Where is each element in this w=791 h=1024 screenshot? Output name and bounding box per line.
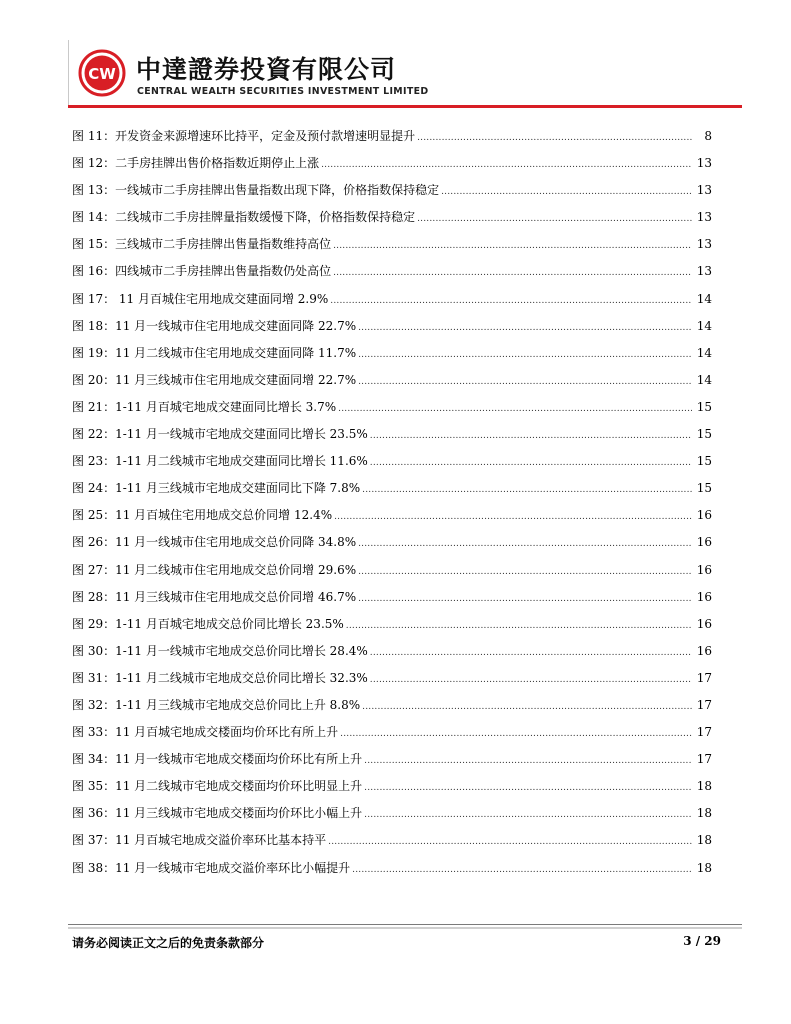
company-name-en: CENTRAL WEALTH SECURITIES INVESTMENT LIMITED xyxy=(137,86,429,97)
toc-entry[interactable] xyxy=(72,502,712,529)
toc-dot-leader xyxy=(358,557,692,586)
toc-entry-page: 13 xyxy=(696,237,712,252)
toc-entry[interactable] xyxy=(72,773,712,800)
toc-dot-leader xyxy=(364,746,692,775)
toc-entry-label: 图 15：三线城市二手房挂牌出售量指数维持高位 xyxy=(72,237,332,252)
header-rule xyxy=(68,105,742,108)
toc-entry-label: 图 34：11 月一线城市宅地成交楼面均价环比有所上升 xyxy=(72,752,363,767)
toc-dot-leader xyxy=(338,394,692,423)
toc-entry-label: 图 35：11 月二线城市宅地成交楼面均价环比明显上升 xyxy=(72,779,363,794)
toc-entry-label: 图 18：11 月一线城市住宅用地成交建面同降 22.7% xyxy=(72,318,357,333)
toc-dot-leader xyxy=(358,340,692,369)
toc-entry-label: 图 14：二线城市二手房挂牌量指数缓慢下降，价格指数保持稳定 xyxy=(72,210,416,225)
footer-rule-secondary xyxy=(68,927,742,929)
toc-entry-page: 15 xyxy=(696,481,712,496)
toc-entry-label: 图 16：四线城市二手房挂牌出售量指数仍处高位 xyxy=(72,264,332,279)
toc-entry[interactable] xyxy=(72,123,712,150)
toc-entry[interactable] xyxy=(72,258,712,285)
toc-entry-page: 17 xyxy=(696,697,712,712)
logo-mark-text: CW xyxy=(88,65,116,83)
toc-entry[interactable] xyxy=(72,692,712,719)
toc-dot-leader xyxy=(358,529,692,558)
toc-entry-label: 图 22：1-11 月一线城市宅地成交建面同比增长 23.5% xyxy=(72,427,368,442)
toc-entry[interactable] xyxy=(72,719,712,746)
toc-entry-page: 16 xyxy=(696,562,712,577)
toc-entry-page: 14 xyxy=(696,345,712,360)
toc-entry-page: 14 xyxy=(696,318,712,333)
toc-entry[interactable] xyxy=(72,827,712,854)
toc-entry-page: 13 xyxy=(696,264,712,279)
toc-entry-page: 16 xyxy=(696,535,712,550)
toc-entry-page: 16 xyxy=(696,616,712,631)
toc-dot-leader xyxy=(362,692,692,721)
header-divider xyxy=(68,40,69,108)
toc-entry-page: 16 xyxy=(696,508,712,523)
toc-entry-page: 17 xyxy=(696,725,712,740)
toc-entry-label: 图 29：1-11 月百城宅地成交总价同比增长 23.5% xyxy=(72,616,344,631)
toc-entry[interactable] xyxy=(72,475,712,502)
toc-entry-label: 图 38：11 月一线城市宅地成交溢价率环比小幅提升 xyxy=(72,860,351,875)
toc-dot-leader xyxy=(370,448,692,477)
company-logo-icon xyxy=(78,49,126,97)
toc-entry-page: 16 xyxy=(696,589,712,604)
toc-entry[interactable] xyxy=(72,855,712,882)
toc-entry[interactable] xyxy=(72,611,712,638)
toc-dot-leader xyxy=(417,123,692,152)
toc-dot-leader xyxy=(352,855,692,884)
toc-dot-leader xyxy=(334,502,692,531)
toc-entry-label: 图 32：1-11 月三线城市宅地成交总价同比上升 8.8% xyxy=(72,697,361,712)
toc-dot-leader xyxy=(370,665,692,694)
toc-dot-leader xyxy=(330,286,692,315)
toc-entry-page: 17 xyxy=(696,752,712,767)
toc-entry-page: 14 xyxy=(696,372,712,387)
toc-entry[interactable] xyxy=(72,313,712,340)
toc-entry-page: 16 xyxy=(696,643,712,658)
toc-entry-label: 图 19：11 月二线城市住宅用地成交建面同降 11.7% xyxy=(72,345,357,360)
toc-entry[interactable] xyxy=(72,800,712,827)
toc-entry-page: 13 xyxy=(696,183,712,198)
figure-list xyxy=(72,123,712,882)
toc-dot-leader xyxy=(340,719,692,748)
toc-entry[interactable] xyxy=(72,150,712,177)
toc-entry-label: 图 20：11 月三线城市住宅用地成交建面同增 22.7% xyxy=(72,372,357,387)
toc-dot-leader xyxy=(362,475,692,504)
toc-entry[interactable] xyxy=(72,231,712,258)
toc-entry-page: 13 xyxy=(696,210,712,225)
toc-entry-page: 18 xyxy=(696,833,712,848)
toc-entry-page: 18 xyxy=(696,806,712,821)
toc-dot-leader xyxy=(364,800,692,829)
toc-entry-label: 图 11：开发资金来源增速环比持平，定金及预付款增速明显提升 xyxy=(72,129,416,143)
toc-entry-label: 图 27：11 月二线城市住宅用地成交总价同增 29.6% xyxy=(72,562,357,577)
toc-entry[interactable] xyxy=(72,638,712,665)
toc-dot-leader xyxy=(358,313,692,342)
toc-entry-label: 图 37：11 月百城宅地成交溢价率环比基本持平 xyxy=(72,833,327,848)
toc-entry-label: 图 30：1-11 月一线城市宅地成交总价同比增长 28.4% xyxy=(72,643,368,658)
toc-entry[interactable] xyxy=(72,665,712,692)
toc-entry[interactable] xyxy=(72,529,712,556)
toc-dot-leader xyxy=(333,231,692,260)
toc-entry-label: 图 23：1-11 月二线城市宅地成交建面同比增长 11.6% xyxy=(72,454,368,469)
toc-dot-leader xyxy=(333,258,692,287)
toc-entry-page: 14 xyxy=(696,291,712,306)
toc-dot-leader xyxy=(358,367,692,396)
toc-entry-label: 图 36：11 月三线城市宅地成交楼面均价环比小幅上升 xyxy=(72,806,363,821)
toc-entry-label: 图 17： 11 月百城住宅用地成交建面同增 2.9% xyxy=(72,291,329,306)
toc-entry-label: 图 26：11 月一线城市住宅用地成交总价同降 34.8% xyxy=(72,535,357,550)
toc-entry-label: 图 25：11 月百城住宅用地成交总价同增 12.4% xyxy=(72,508,333,523)
toc-entry-label: 图 12：二手房挂牌出售价格指数近期停止上涨 xyxy=(72,156,320,171)
toc-entry-page: 8 xyxy=(704,129,712,143)
toc-dot-leader xyxy=(417,204,692,233)
company-name-cn: 中達證券投資有限公司 xyxy=(136,55,397,84)
toc-dot-leader xyxy=(441,177,692,206)
toc-entry[interactable] xyxy=(72,557,712,584)
toc-dot-leader xyxy=(328,827,692,856)
toc-entry-page: 15 xyxy=(696,454,712,469)
toc-entry-label: 图 21：1-11 月百城宅地成交建面同比增长 3.7% xyxy=(72,399,337,414)
toc-entry[interactable] xyxy=(72,394,712,421)
report-header xyxy=(70,40,742,106)
toc-entry-page: 17 xyxy=(696,670,712,685)
toc-entry-page: 18 xyxy=(696,779,712,794)
toc-entry-page: 15 xyxy=(696,427,712,442)
toc-entry[interactable] xyxy=(72,286,712,313)
toc-dot-leader xyxy=(370,638,692,667)
toc-entry[interactable] xyxy=(72,584,712,611)
toc-entry-label: 图 13：一线城市二手房挂牌出售量指数出现下降，价格指数保持稳定 xyxy=(72,183,440,198)
footer-disclaimer: 请务必阅读正文之后的免责条款部分 xyxy=(72,936,265,950)
toc-entry-label: 图 24：1-11 月三线城市宅地成交建面同比下降 7.8% xyxy=(72,481,361,496)
toc-entry-label: 图 33：11 月百城宅地成交楼面均价环比有所上升 xyxy=(72,725,339,740)
toc-entry[interactable] xyxy=(72,746,712,773)
toc-dot-leader xyxy=(346,611,692,640)
toc-entry-label: 图 28：11 月三线城市住宅用地成交总价同增 46.7% xyxy=(72,589,357,604)
toc-entry-label: 图 31：1-11 月二线城市宅地成交总价同比增长 32.3% xyxy=(72,670,368,685)
toc-dot-leader xyxy=(358,584,692,613)
toc-entry[interactable] xyxy=(72,448,712,475)
toc-entry-page: 13 xyxy=(696,156,712,171)
toc-entry[interactable] xyxy=(72,177,712,204)
toc-entry[interactable] xyxy=(72,367,712,394)
toc-dot-leader xyxy=(364,773,692,802)
toc-entry-page: 18 xyxy=(696,860,712,875)
toc-entry[interactable] xyxy=(72,204,712,231)
toc-dot-leader xyxy=(321,150,692,179)
page-number: 3 / 29 xyxy=(683,934,721,948)
toc-entry[interactable] xyxy=(72,421,712,448)
toc-dot-leader xyxy=(370,421,692,450)
toc-entry-page: 15 xyxy=(696,399,712,414)
footer-rule xyxy=(68,924,742,925)
toc-entry[interactable] xyxy=(72,340,712,367)
